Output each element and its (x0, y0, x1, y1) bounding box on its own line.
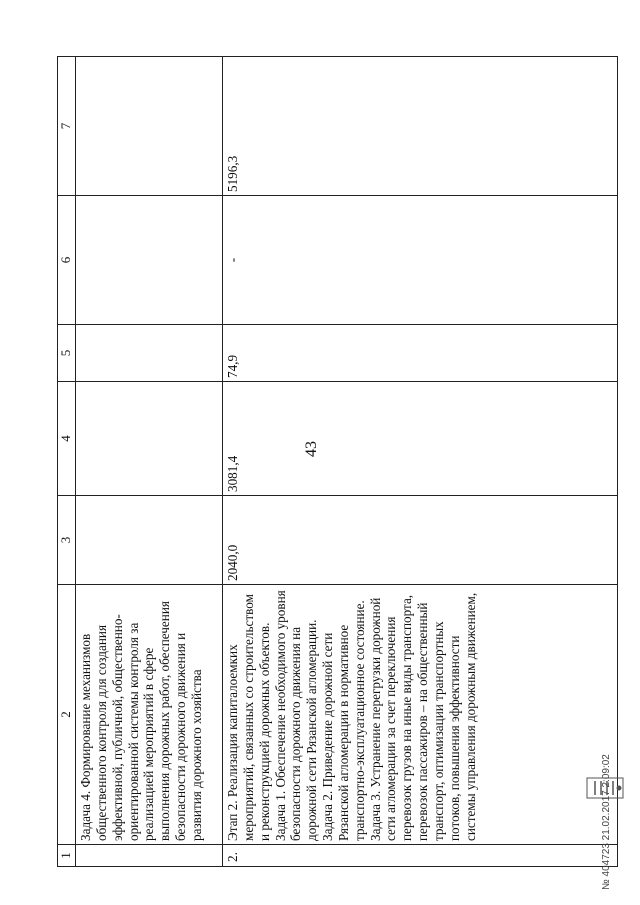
header-col-4: 4 (58, 382, 76, 496)
task-1-text: Задача 1. Обеспечение необходимого уровня безопасности дорожного движения на дорожной сети Рязанской агломерации. (272, 590, 320, 841)
cell-row1-col1 (76, 845, 223, 867)
rotated-table-container (57, 57, 618, 867)
document-footer (601, 754, 612, 890)
cell-row2-col7: 5196,3 (223, 57, 618, 196)
doc-timestamp: 21.02.2017 2:09:02 (601, 754, 612, 841)
cell-row1-col4 (76, 382, 223, 496)
table-row (76, 57, 223, 867)
cell-row2-col3: 2040,0 (223, 496, 618, 585)
cell-row1-col5 (76, 325, 223, 382)
header-col-3: 3 (58, 496, 76, 585)
cell-row2-col4: 3081,4 (223, 382, 618, 496)
cell-row1-col3 (76, 496, 223, 585)
table-row (223, 57, 618, 867)
header-col-5: 5 (58, 325, 76, 382)
task-2-text: Задача 2. Приведение дорожной сети Рязанской агломерации в нормативное транспортно-эксплуатационное состояние. (320, 600, 367, 841)
budget-table (57, 56, 618, 867)
cell-row2-description (223, 585, 618, 845)
header-col-6: 6 (58, 196, 76, 325)
header-col-2: 2 (58, 585, 76, 845)
page-number: 43 (303, 441, 320, 457)
cell-row1-description: Задача 4. Формирование механизмов общественного контроля для создания эффективной, публичной, общественно-ориентированной системы контроля за реализацией мероприятий в сфере выполнения дорожных работ, обеспечения безопасности дорожного движения и развития дорожного хозяйства (76, 585, 223, 845)
header-col-7: 7 (58, 57, 76, 196)
cell-row2-number: 2. (223, 845, 618, 867)
cell-row1-col7 (76, 57, 223, 196)
task-3-text: Задача 3. Устранение перегрузки дорожной сети агломерации за счет переключения перевозок грузов на иные виды транспорта, перевозок пассажиров – на общественный транспорт, оптимизации транспортных потоков, повышения эффективности системы управления дорожным движением, (367, 592, 478, 841)
cell-row1-col6 (76, 196, 223, 325)
cell-row2-col5: 74,9 (223, 325, 618, 382)
header-row (58, 57, 76, 867)
header-col-1: 1 (58, 845, 76, 867)
stage-2-text: Этап 2. Реализация капиталоемких мероприятий, связанных со строительством и реконструкцией дорожных объектов. (225, 594, 272, 841)
cell-row2-col6: - (223, 196, 618, 325)
doc-number: № 404723 (601, 843, 612, 890)
